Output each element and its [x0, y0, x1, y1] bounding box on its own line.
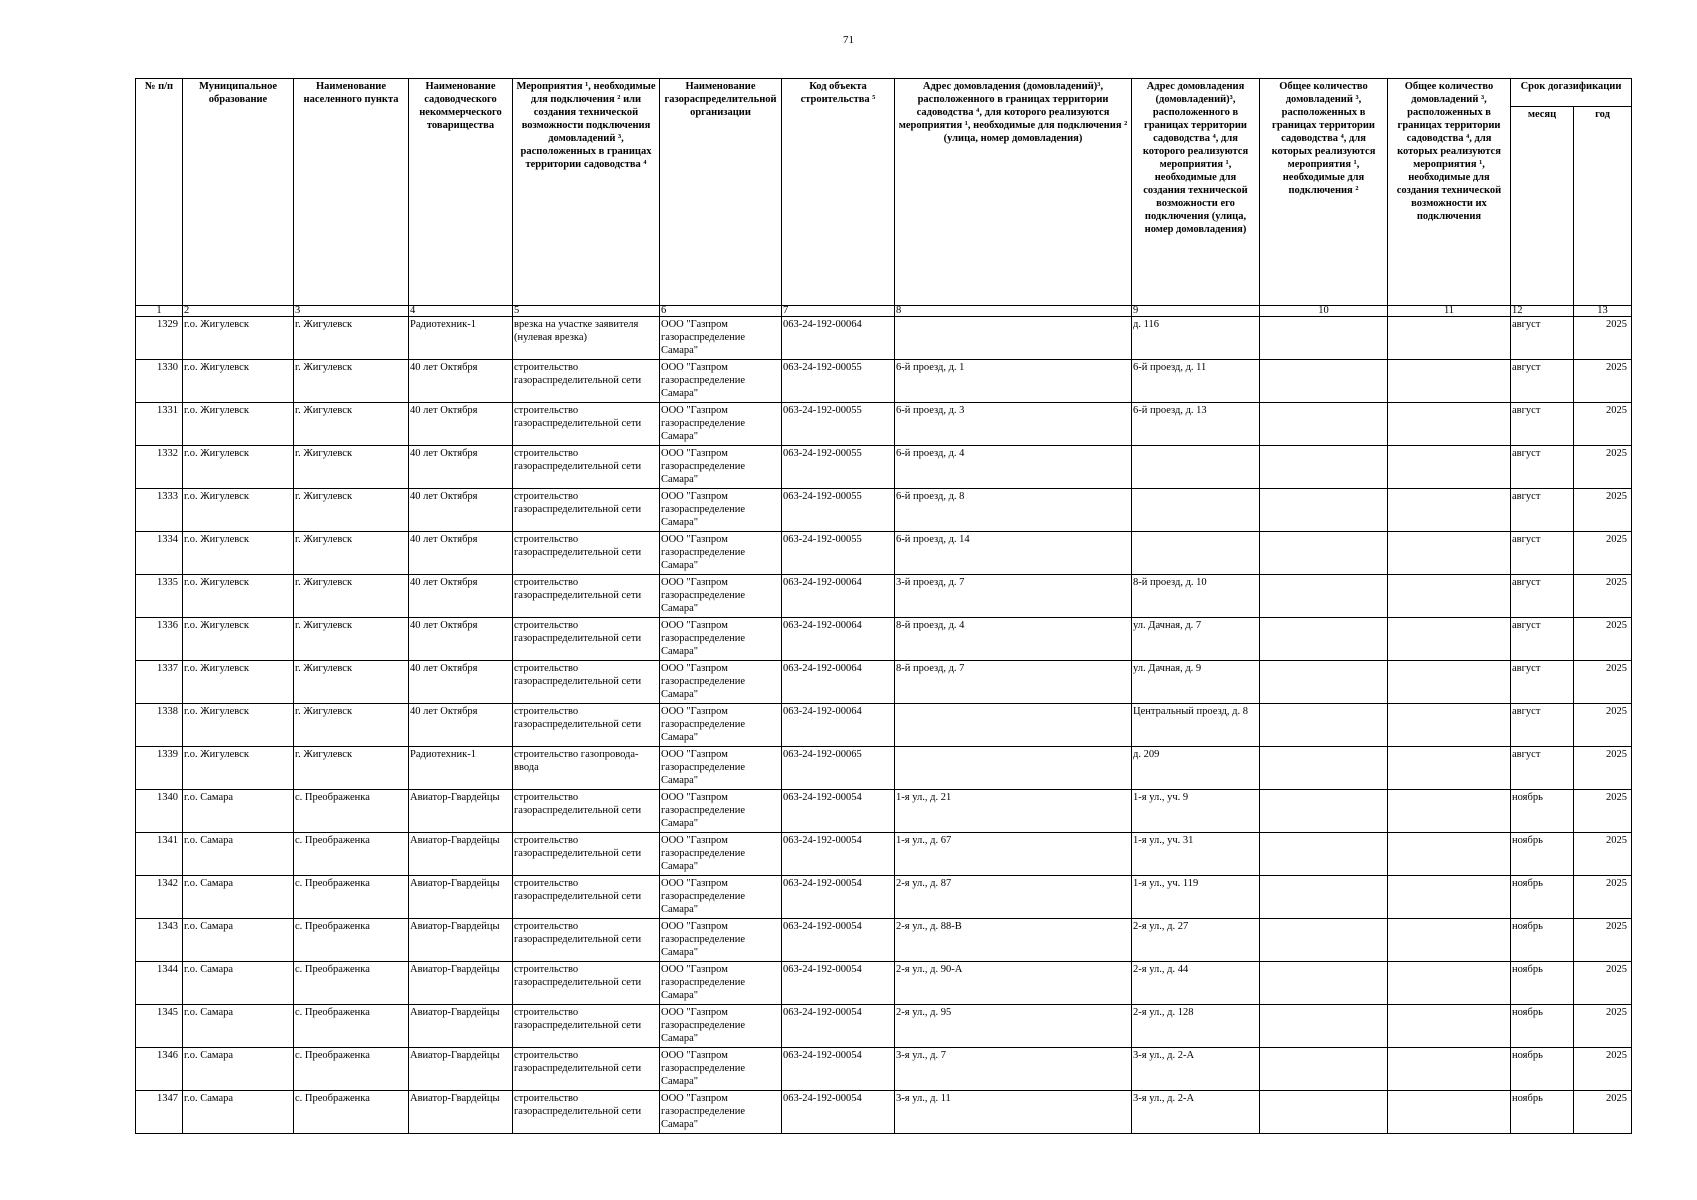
settlement-cell: с. Преображенка [294, 790, 409, 833]
row-number: 1333 [136, 489, 183, 532]
partnership-cell: 40 лет Октября [409, 403, 513, 446]
month-cell: август [1511, 704, 1574, 747]
total-tech-cell [1388, 876, 1511, 919]
column-number: 8 [895, 306, 1132, 317]
settlement-cell: с. Преображенка [294, 876, 409, 919]
partnership-cell: 40 лет Октября [409, 489, 513, 532]
header-address-connect: Адрес домовладения (домовладений)³, расположенного в границах территории садоводства ⁴, для которого реализуются мероприятия ¹, необходимые для подключения ² (улица, номер домовладения) [895, 79, 1132, 306]
row-number: 1342 [136, 876, 183, 919]
address-tech-cell: 3-я ул., д. 2-А [1132, 1048, 1260, 1091]
table-row [136, 833, 1632, 876]
municipality-cell: г.о. Жигулевск [183, 403, 294, 446]
total-tech-cell [1388, 360, 1511, 403]
municipality-cell: г.о. Самара [183, 962, 294, 1005]
total-connect-cell [1260, 962, 1388, 1005]
column-number-row [136, 306, 1632, 317]
table-row [136, 919, 1632, 962]
year-cell: 2025 [1574, 790, 1632, 833]
municipality-cell: г.о. Самара [183, 919, 294, 962]
month-cell: август [1511, 317, 1574, 360]
settlement-cell: г. Жигулевск [294, 661, 409, 704]
municipality-cell: г.о. Жигулевск [183, 618, 294, 661]
address-tech-cell: 2-я ул., д. 27 [1132, 919, 1260, 962]
month-cell: ноябрь [1511, 962, 1574, 1005]
year-cell: 2025 [1574, 532, 1632, 575]
gas-org-cell: ООО "Газпром газораспределение Самара" [660, 1091, 782, 1134]
year-cell: 2025 [1574, 360, 1632, 403]
row-number: 1343 [136, 919, 183, 962]
address-tech-cell: 8-й проезд, д. 10 [1132, 575, 1260, 618]
row-number: 1340 [136, 790, 183, 833]
row-number: 1335 [136, 575, 183, 618]
month-cell: ноябрь [1511, 919, 1574, 962]
municipality-cell: г.о. Самара [183, 876, 294, 919]
address-tech-cell: д. 116 [1132, 317, 1260, 360]
month-cell: август [1511, 403, 1574, 446]
month-cell: ноябрь [1511, 790, 1574, 833]
total-tech-cell [1388, 532, 1511, 575]
column-number: 6 [660, 306, 782, 317]
address-connect-cell [895, 747, 1132, 790]
gas-org-cell: ООО "Газпром газораспределение Самара" [660, 704, 782, 747]
object-code-cell: 063-24-192-00054 [782, 876, 895, 919]
total-tech-cell [1388, 661, 1511, 704]
address-tech-cell: ул. Дачная, д. 9 [1132, 661, 1260, 704]
municipality-cell: г.о. Жигулевск [183, 661, 294, 704]
total-connect-cell [1260, 1091, 1388, 1134]
address-connect-cell: 6-й проезд, д. 3 [895, 403, 1132, 446]
row-number: 1334 [136, 532, 183, 575]
address-connect-cell: 2-я ул., д. 90-А [895, 962, 1132, 1005]
column-number: 2 [183, 306, 294, 317]
total-connect-cell [1260, 876, 1388, 919]
municipality-cell: г.о. Жигулевск [183, 747, 294, 790]
object-code-cell: 063-24-192-00054 [782, 790, 895, 833]
header-row [136, 79, 1632, 107]
measure-cell: строительство газораспределительной сети [513, 1048, 660, 1091]
year-cell: 2025 [1574, 446, 1632, 489]
row-number: 1344 [136, 962, 183, 1005]
total-tech-cell [1388, 403, 1511, 446]
table-row [136, 1048, 1632, 1091]
column-number: 1 [136, 306, 183, 317]
partnership-cell: Авиатор-Гвардейцы [409, 962, 513, 1005]
gas-org-cell: ООО "Газпром газораспределение Самара" [660, 833, 782, 876]
column-number: 4 [409, 306, 513, 317]
month-cell: ноябрь [1511, 1091, 1574, 1134]
address-tech-cell [1132, 489, 1260, 532]
settlement-cell: г. Жигулевск [294, 532, 409, 575]
table-row [136, 1091, 1632, 1134]
total-tech-cell [1388, 747, 1511, 790]
column-number: 7 [782, 306, 895, 317]
gas-org-cell: ООО "Газпром газораспределение Самара" [660, 446, 782, 489]
row-number: 1331 [136, 403, 183, 446]
measure-cell: строительство газораспределительной сети [513, 489, 660, 532]
table-row [136, 618, 1632, 661]
gas-org-cell: ООО "Газпром газораспределение Самара" [660, 317, 782, 360]
month-cell: август [1511, 489, 1574, 532]
year-cell: 2025 [1574, 317, 1632, 360]
object-code-cell: 063-24-192-00055 [782, 532, 895, 575]
total-tech-cell [1388, 919, 1511, 962]
partnership-cell: Авиатор-Гвардейцы [409, 1005, 513, 1048]
gas-org-cell: ООО "Газпром газораспределение Самара" [660, 962, 782, 1005]
measure-cell: строительство газораспределительной сети [513, 833, 660, 876]
total-tech-cell [1388, 446, 1511, 489]
year-cell: 2025 [1574, 1048, 1632, 1091]
table-row [136, 661, 1632, 704]
year-cell: 2025 [1574, 704, 1632, 747]
gas-org-cell: ООО "Газпром газораспределение Самара" [660, 403, 782, 446]
gas-org-cell: ООО "Газпром газораспределение Самара" [660, 790, 782, 833]
address-tech-cell: 2-я ул., д. 44 [1132, 962, 1260, 1005]
object-code-cell: 063-24-192-00064 [782, 661, 895, 704]
partnership-cell: 40 лет Октября [409, 704, 513, 747]
gas-org-cell: ООО "Газпром газораспределение Самара" [660, 489, 782, 532]
month-cell: август [1511, 661, 1574, 704]
address-connect-cell: 8-й проезд, д. 4 [895, 618, 1132, 661]
total-connect-cell [1260, 1048, 1388, 1091]
object-code-cell: 063-24-192-00054 [782, 1091, 895, 1134]
row-number: 1347 [136, 1091, 183, 1134]
gas-org-cell: ООО "Газпром газораспределение Самара" [660, 747, 782, 790]
address-connect-cell: 6-й проезд, д. 4 [895, 446, 1132, 489]
year-cell: 2025 [1574, 575, 1632, 618]
object-code-cell: 063-24-192-00054 [782, 1048, 895, 1091]
measure-cell: строительство газораспределительной сети [513, 704, 660, 747]
column-number: 13 [1574, 306, 1632, 317]
year-cell: 2025 [1574, 833, 1632, 876]
municipality-cell: г.о. Жигулевск [183, 360, 294, 403]
total-connect-cell [1260, 833, 1388, 876]
total-connect-cell [1260, 704, 1388, 747]
total-tech-cell [1388, 489, 1511, 532]
total-connect-cell [1260, 747, 1388, 790]
measure-cell: строительство газораспределительной сети [513, 962, 660, 1005]
object-code-cell: 063-24-192-00065 [782, 747, 895, 790]
object-code-cell: 063-24-192-00055 [782, 446, 895, 489]
year-cell: 2025 [1574, 1005, 1632, 1048]
measure-cell: строительство газораспределительной сети [513, 790, 660, 833]
row-number: 1346 [136, 1048, 183, 1091]
gasification-table [135, 78, 1632, 1134]
header-partnership: Наименование садоводческого некоммерческого товарищества [409, 79, 513, 306]
table-row [136, 317, 1632, 360]
total-connect-cell [1260, 790, 1388, 833]
settlement-cell: г. Жигулевск [294, 489, 409, 532]
total-tech-cell [1388, 575, 1511, 618]
settlement-cell: с. Преображенка [294, 1048, 409, 1091]
header-address-tech: Адрес домовладения (домовладений)³, расположенного в границах территории садоводства ⁴, для которого реализуются мероприятия ¹, необходимые для создания технической возможности его подключения (улица, номер домовладения) [1132, 79, 1260, 306]
object-code-cell: 063-24-192-00054 [782, 1005, 895, 1048]
partnership-cell: Радиотехник-1 [409, 317, 513, 360]
object-code-cell: 063-24-192-00054 [782, 833, 895, 876]
measure-cell: врезка на участке заявителя (нулевая врезка) [513, 317, 660, 360]
object-code-cell: 063-24-192-00054 [782, 962, 895, 1005]
total-connect-cell [1260, 532, 1388, 575]
address-tech-cell: 3-я ул., д. 2-А [1132, 1091, 1260, 1134]
address-connect-cell [895, 704, 1132, 747]
row-number: 1338 [136, 704, 183, 747]
row-number: 1339 [136, 747, 183, 790]
address-tech-cell: ул. Дачная, д. 7 [1132, 618, 1260, 661]
address-tech-cell: 6-й проезд, д. 11 [1132, 360, 1260, 403]
year-cell: 2025 [1574, 876, 1632, 919]
gas-org-cell: ООО "Газпром газораспределение Самара" [660, 1048, 782, 1091]
object-code-cell: 063-24-192-00054 [782, 919, 895, 962]
total-connect-cell [1260, 360, 1388, 403]
municipality-cell: г.о. Самара [183, 1091, 294, 1134]
total-connect-cell [1260, 661, 1388, 704]
partnership-cell: 40 лет Октября [409, 360, 513, 403]
header-total-tech: Общее количество домовладений ³, расположенных в границах территории садоводства ⁴, для которых реализуются мероприятия ¹, необходимые для создания технической возможности их подключения [1388, 79, 1511, 306]
year-cell: 2025 [1574, 747, 1632, 790]
year-cell: 2025 [1574, 919, 1632, 962]
object-code-cell: 063-24-192-00064 [782, 618, 895, 661]
address-tech-cell: 1-я ул., уч. 9 [1132, 790, 1260, 833]
header-measures: Мероприятия ¹, необходимые для подключения ² или создания технической возможности подключения домовладений ³, расположенных в границах территории садоводства ⁴ [513, 79, 660, 306]
header-month: месяц [1511, 107, 1574, 306]
settlement-cell: с. Преображенка [294, 1005, 409, 1048]
total-tech-cell [1388, 1048, 1511, 1091]
header-settlement: Наименование населенного пункта [294, 79, 409, 306]
total-connect-cell [1260, 403, 1388, 446]
partnership-cell: 40 лет Октября [409, 661, 513, 704]
month-cell: август [1511, 360, 1574, 403]
gas-org-cell: ООО "Газпром газораспределение Самара" [660, 919, 782, 962]
total-tech-cell [1388, 618, 1511, 661]
measure-cell: строительство газораспределительной сети [513, 446, 660, 489]
measure-cell: строительство газораспределительной сети [513, 532, 660, 575]
year-cell: 2025 [1574, 962, 1632, 1005]
partnership-cell: Авиатор-Гвардейцы [409, 1048, 513, 1091]
column-number: 12 [1511, 306, 1574, 317]
header-year: год [1574, 107, 1632, 306]
year-cell: 2025 [1574, 618, 1632, 661]
total-connect-cell [1260, 317, 1388, 360]
municipality-cell: г.о. Жигулевск [183, 489, 294, 532]
partnership-cell: 40 лет Октября [409, 575, 513, 618]
measure-cell: строительство газораспределительной сети [513, 575, 660, 618]
address-connect-cell: 3-я ул., д. 11 [895, 1091, 1132, 1134]
table-row [136, 489, 1632, 532]
row-number: 1330 [136, 360, 183, 403]
month-cell: ноябрь [1511, 1005, 1574, 1048]
address-connect-cell: 3-я ул., д. 7 [895, 1048, 1132, 1091]
row-number: 1332 [136, 446, 183, 489]
address-connect-cell: 6-й проезд, д. 14 [895, 532, 1132, 575]
partnership-cell: Радиотехник-1 [409, 747, 513, 790]
row-number: 1341 [136, 833, 183, 876]
address-tech-cell: 1-я ул., уч. 31 [1132, 833, 1260, 876]
address-connect-cell: 2-я ул., д. 87 [895, 876, 1132, 919]
gas-org-cell: ООО "Газпром газораспределение Самара" [660, 1005, 782, 1048]
gas-org-cell: ООО "Газпром газораспределение Самара" [660, 876, 782, 919]
table-row [136, 446, 1632, 489]
object-code-cell: 063-24-192-00064 [782, 317, 895, 360]
column-number: 3 [294, 306, 409, 317]
row-number: 1337 [136, 661, 183, 704]
table-row [136, 747, 1632, 790]
measure-cell: строительство газораспределительной сети [513, 403, 660, 446]
municipality-cell: г.о. Жигулевск [183, 575, 294, 618]
month-cell: август [1511, 618, 1574, 661]
total-connect-cell [1260, 489, 1388, 532]
municipality-cell: г.о. Самара [183, 790, 294, 833]
measure-cell: строительство газораспределительной сети [513, 618, 660, 661]
header-gas-org: Наименование газораспределительной организации [660, 79, 782, 306]
total-tech-cell [1388, 704, 1511, 747]
table-row [136, 575, 1632, 618]
month-cell: ноябрь [1511, 1048, 1574, 1091]
municipality-cell: г.о. Жигулевск [183, 446, 294, 489]
gas-org-cell: ООО "Газпром газораспределение Самара" [660, 532, 782, 575]
address-connect-cell: 8-й проезд, д. 7 [895, 661, 1132, 704]
gas-org-cell: ООО "Газпром газораспределение Самара" [660, 661, 782, 704]
column-number: 5 [513, 306, 660, 317]
gas-org-cell: ООО "Газпром газораспределение Самара" [660, 575, 782, 618]
month-cell: август [1511, 575, 1574, 618]
municipality-cell: г.о. Самара [183, 833, 294, 876]
table-row [136, 1005, 1632, 1048]
gas-org-cell: ООО "Газпром газораспределение Самара" [660, 360, 782, 403]
address-connect-cell: 6-й проезд, д. 8 [895, 489, 1132, 532]
month-cell: ноябрь [1511, 876, 1574, 919]
object-code-cell: 063-24-192-00055 [782, 360, 895, 403]
page-number: 71 [843, 34, 854, 46]
column-number: 11 [1388, 306, 1511, 317]
total-connect-cell [1260, 446, 1388, 489]
year-cell: 2025 [1574, 403, 1632, 446]
table-row [136, 360, 1632, 403]
settlement-cell: с. Преображенка [294, 962, 409, 1005]
month-cell: август [1511, 747, 1574, 790]
settlement-cell: г. Жигулевск [294, 704, 409, 747]
header-deadline: Срок догазификации [1511, 79, 1632, 107]
address-connect-cell: 6-й проезд, д. 1 [895, 360, 1132, 403]
municipality-cell: г.о. Жигулевск [183, 704, 294, 747]
object-code-cell: 063-24-192-00064 [782, 704, 895, 747]
measure-cell: строительство газопровода-ввода [513, 747, 660, 790]
partnership-cell: Авиатор-Гвардейцы [409, 790, 513, 833]
municipality-cell: г.о. Жигулевск [183, 532, 294, 575]
row-number: 1345 [136, 1005, 183, 1048]
column-number: 9 [1132, 306, 1260, 317]
total-tech-cell [1388, 962, 1511, 1005]
municipality-cell: г.о. Жигулевск [183, 317, 294, 360]
object-code-cell: 063-24-192-00055 [782, 489, 895, 532]
measure-cell: строительство газораспределительной сети [513, 661, 660, 704]
settlement-cell: г. Жигулевск [294, 747, 409, 790]
settlement-cell: г. Жигулевск [294, 575, 409, 618]
partnership-cell: 40 лет Октября [409, 446, 513, 489]
settlement-cell: г. Жигулевск [294, 446, 409, 489]
address-connect-cell: 2-я ул., д. 95 [895, 1005, 1132, 1048]
year-cell: 2025 [1574, 661, 1632, 704]
column-number: 10 [1260, 306, 1388, 317]
settlement-cell: г. Жигулевск [294, 360, 409, 403]
measure-cell: строительство газораспределительной сети [513, 360, 660, 403]
measure-cell: строительство газораспределительной сети [513, 876, 660, 919]
partnership-cell: 40 лет Октября [409, 532, 513, 575]
month-cell: август [1511, 446, 1574, 489]
settlement-cell: г. Жигулевск [294, 317, 409, 360]
address-tech-cell: 6-й проезд, д. 13 [1132, 403, 1260, 446]
total-tech-cell [1388, 317, 1511, 360]
table-row [136, 704, 1632, 747]
object-code-cell: 063-24-192-00064 [782, 575, 895, 618]
partnership-cell: Авиатор-Гвардейцы [409, 876, 513, 919]
settlement-cell: с. Преображенка [294, 833, 409, 876]
address-connect-cell: 1-я ул., д. 67 [895, 833, 1132, 876]
address-tech-cell: д. 209 [1132, 747, 1260, 790]
table-row [136, 790, 1632, 833]
header-total-connect: Общее количество домовладений ³, расположенных в границах территории садоводства ⁴, для которых реализуются мероприятия ¹, необходимые для подключения ² [1260, 79, 1388, 306]
table-row [136, 403, 1632, 446]
partnership-cell: Авиатор-Гвардейцы [409, 1091, 513, 1134]
table-row [136, 876, 1632, 919]
partnership-cell: 40 лет Октября [409, 618, 513, 661]
header-municipality: Муниципальное образование [183, 79, 294, 306]
table-row [136, 962, 1632, 1005]
municipality-cell: г.о. Самара [183, 1005, 294, 1048]
address-tech-cell [1132, 532, 1260, 575]
measure-cell: строительство газораспределительной сети [513, 1091, 660, 1134]
address-connect-cell [895, 317, 1132, 360]
settlement-cell: с. Преображенка [294, 1091, 409, 1134]
address-tech-cell: 2-я ул., д. 128 [1132, 1005, 1260, 1048]
total-tech-cell [1388, 1005, 1511, 1048]
row-number: 1329 [136, 317, 183, 360]
total-connect-cell [1260, 618, 1388, 661]
total-connect-cell [1260, 1005, 1388, 1048]
municipality-cell: г.о. Самара [183, 1048, 294, 1091]
total-connect-cell [1260, 919, 1388, 962]
header-num: № п/п [136, 79, 183, 306]
address-tech-cell [1132, 446, 1260, 489]
year-cell: 2025 [1574, 489, 1632, 532]
address-connect-cell: 1-я ул., д. 21 [895, 790, 1132, 833]
total-tech-cell [1388, 1091, 1511, 1134]
row-number: 1336 [136, 618, 183, 661]
measure-cell: строительство газораспределительной сети [513, 1005, 660, 1048]
partnership-cell: Авиатор-Гвардейцы [409, 833, 513, 876]
month-cell: август [1511, 532, 1574, 575]
address-connect-cell: 2-я ул., д. 88-В [895, 919, 1132, 962]
address-connect-cell: 3-й проезд, д. 7 [895, 575, 1132, 618]
settlement-cell: с. Преображенка [294, 919, 409, 962]
total-tech-cell [1388, 833, 1511, 876]
measure-cell: строительство газораспределительной сети [513, 919, 660, 962]
object-code-cell: 063-24-192-00055 [782, 403, 895, 446]
month-cell: ноябрь [1511, 833, 1574, 876]
table-row [136, 532, 1632, 575]
gas-org-cell: ООО "Газпром газораспределение Самара" [660, 618, 782, 661]
settlement-cell: г. Жигулевск [294, 618, 409, 661]
address-tech-cell: 1-я ул., уч. 119 [1132, 876, 1260, 919]
total-connect-cell [1260, 575, 1388, 618]
settlement-cell: г. Жигулевск [294, 403, 409, 446]
year-cell: 2025 [1574, 1091, 1632, 1134]
header-object-code: Код объекта строительства ⁵ [782, 79, 895, 306]
partnership-cell: Авиатор-Гвардейцы [409, 919, 513, 962]
total-tech-cell [1388, 790, 1511, 833]
address-tech-cell: Центральный проезд, д. 8 [1132, 704, 1260, 747]
